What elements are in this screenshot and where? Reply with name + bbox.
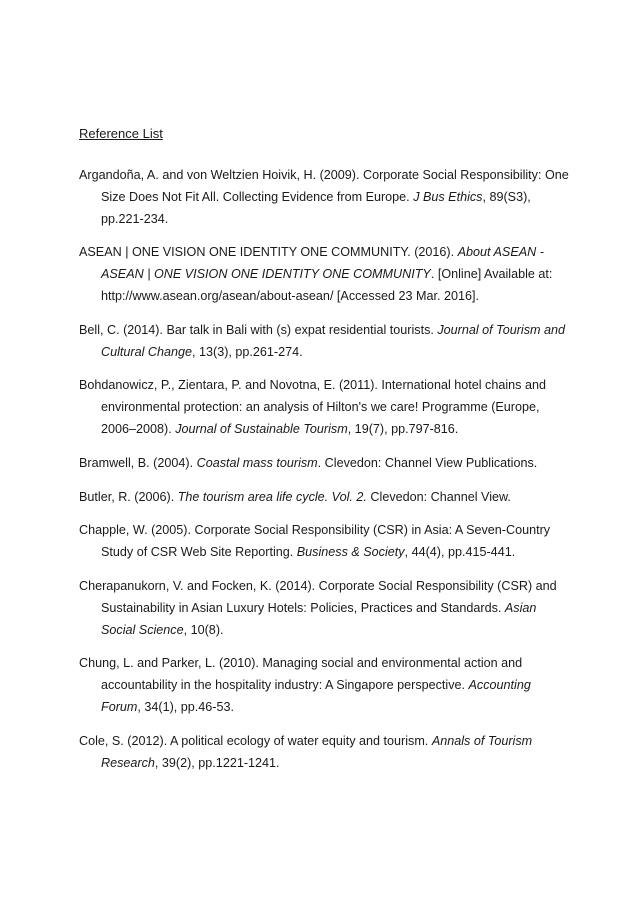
reference-text: Argandoña, A. and von Weltzien Hoivik, H. (2009). Corporate Social Responsibility: One Size Does Not Fit All. Collecting Evidence from Europe.: [79, 168, 569, 204]
reference-details: , 19(7), pp.797-816.: [347, 421, 459, 436]
reference-details: , 39(2), pp.1221-1241.: [154, 755, 280, 770]
reference-source-title: Accounting Forum: [101, 678, 531, 714]
reference-entry: [79, 453, 569, 475]
reference-text: Bohdanowicz, P., Zientara, P. and Novotna, E. (2011). International hotel chains and environmental protection: an analysis of Hilton's we care! Programme (Europe, 2006–2008).: [79, 378, 546, 436]
reference-source-title: Journal of Sustainable Tourism: [175, 421, 348, 436]
reference-source-title: Journal of Tourism and Cultural Change: [101, 322, 566, 359]
reference-entry: [79, 520, 569, 564]
reference-details: , 13(3), pp.261-274.: [192, 344, 303, 359]
reference-page: [79, 124, 569, 786]
reference-source-title: About ASEAN - ASEAN | ONE VISION ONE IDENTITY ONE COMMUNITY: [101, 245, 544, 282]
reference-source-title: Business & Society: [296, 545, 405, 560]
reference-details: , 34(1), pp.46-53.: [137, 699, 235, 714]
reference-entry: [79, 653, 569, 718]
reference-source-title: Annals of Tourism Research: [101, 733, 533, 770]
reference-text: Chung, L. and Parker, L. (2010). Managing social and environmental action and accountability in the hospitality industry: A Singapore perspective.: [79, 656, 523, 693]
reference-details: , 44(4), pp.415-441.: [404, 545, 516, 560]
reference-details: . Clevedon: Channel View Publications.: [317, 455, 538, 470]
reference-text: Cole, S. (2012). A political ecology of water equity and tourism.: [79, 733, 432, 748]
reference-source-title: The tourism area life cycle. Vol. 2.: [177, 489, 367, 504]
reference-entry: [79, 576, 569, 641]
reference-source-title: J Bus Ethics: [413, 189, 483, 204]
reference-details: . [Online] Available at: http://www.asean.org/asean/about-asean/ [Accessed 23 Mar. 2016].: [101, 267, 553, 303]
reference-entry: [79, 242, 569, 307]
reference-text: ASEAN | ONE VISION ONE IDENTITY ONE COMMUNITY. (2016).: [79, 245, 458, 260]
reference-text: Bell, C. (2014). Bar talk in Bali with (s) expat residential tourists.: [79, 322, 438, 337]
reference-entry: [79, 731, 569, 775]
reference-entry: [79, 487, 569, 509]
reference-entry: [79, 375, 569, 440]
reference-entry: [79, 320, 569, 364]
reference-text: Cherapanukorn, V. and Focken, K. (2014). Corporate Social Responsibility (CSR) and Sustainability in Asian Luxury Hotels: Policies, Practices and Standards.: [79, 578, 557, 615]
reference-details: Clevedon: Channel View.: [366, 489, 511, 504]
reference-text: Bramwell, B. (2004).: [79, 455, 197, 470]
reference-details: , 89(S3), pp.221-234.: [101, 189, 531, 226]
reference-text: Butler, R. (2006).: [79, 489, 178, 504]
reference-text: Chapple, W. (2005). Corporate Social Responsibility (CSR) in Asia: A Seven-Country Study of CSR Web Site Reporting.: [79, 523, 551, 560]
reference-details: , 10(8).: [183, 622, 224, 637]
reference-source-title: Asian Social Science: [101, 600, 537, 637]
page-title: Reference List: [79, 126, 163, 141]
reference-entry: [79, 165, 569, 230]
reference-source-title: Coastal mass tourism: [196, 455, 318, 470]
